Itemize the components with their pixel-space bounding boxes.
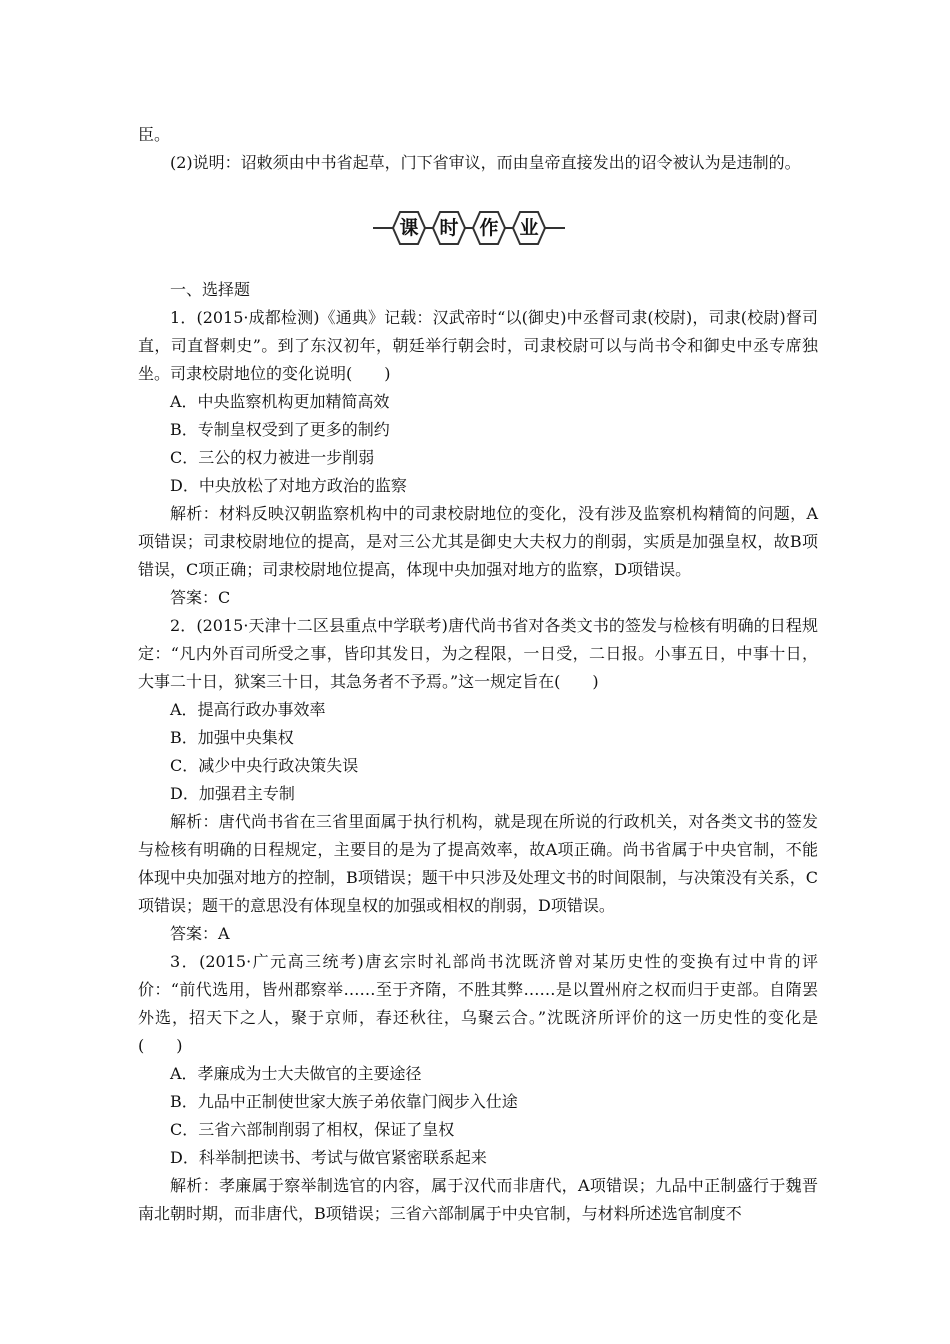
- question-3-analysis: 解析：孝廉属于察举制选官的内容，属于汉代而非唐代，A项错误；九品中正制盛行于魏晋南北朝时期，而非唐代，B项错误；三省六部制属于中央官制，与材料所述选官制度不: [138, 1176, 818, 1223]
- banner-char-4: 业: [511, 210, 547, 246]
- question-1-option-c: C．三公的权力被进一步削弱: [170, 448, 375, 467]
- exercise-block: [138, 276, 818, 1228]
- question-1-option-d: D．中央放松了对地方政治的监察: [170, 476, 407, 495]
- question-2-option-b: B．加强中央集权: [170, 728, 294, 747]
- intro-block: [138, 121, 818, 177]
- banner-char-3: 作: [471, 210, 507, 246]
- banner-char-2: 时: [431, 210, 467, 246]
- question-3-option-d: D．科举制把读书、考试与做官紧密联系起来: [170, 1148, 487, 1167]
- question-3-option-a: A．孝廉成为士大夫做官的主要途径: [170, 1064, 422, 1083]
- question-2-option-c: C．减少中央行政决策失误: [170, 756, 359, 775]
- question-1-option-b: B．专制皇权受到了更多的制约: [170, 420, 390, 439]
- question-2-analysis: 解析：唐代尚书省在三省里面属于执行机构，就是现在所说的行政机关，对各类文书的签发与检核有明确的日程规定，主要目的是为了提高效率，故A项正确。尚书省属于中央官制，不能体现中央加强对地方的控制，B项错误；题干中只涉及处理文书的时间限制，与决策没有关系，C项错误；题干的意思没有体现皇权的加强或相权的削弱，D项错误。: [138, 812, 819, 915]
- intro-note: (2)说明：诏敕须由中书省起草，门下省审议，而由皇帝直接发出的诏令被认为是违制的。: [170, 153, 801, 172]
- question-2-answer: 答案：A: [170, 924, 230, 943]
- question-1-analysis: 解析：材料反映汉朝监察机构中的司隶校尉地位的变化，没有涉及监察机构精简的问题，A项错误；司隶校尉地位的提高，是对三公尤其是御史大夫权力的削弱，实质是加强皇权，故B项错误，C项正确；司隶校尉地位提高，体现中央加强对地方的监察，D项错误。: [138, 504, 818, 579]
- section-title: 一、选择题: [170, 280, 251, 299]
- question-3-stem: 3．(2015·广元高三统考)唐玄宗时礼部尚书沈既济曾对某历史性的变换有过中肯的评价：“前代选用，皆州郡察举……至于齐隋，不胜其弊……是以置州府之权而归于吏部。自隋罢外选，招天下之人，聚于京师，春还秋往，乌聚云合。”沈既济所评价的这一历史性的变化是( ): [138, 952, 818, 1055]
- question-2-option-d: D．加强君主专制: [170, 784, 295, 803]
- question-2-stem: 2．(2015·天津十二区县重点中学联考)唐代尚书省对各类文书的签发与检核有明确的日程规定：“凡内外百司所受之事，皆印其发日，为之程限，一日受，二日报。小事五日，中事十日，大事二十日，狱案三十日，其急务者不予焉。”这一规定旨在( ): [138, 616, 818, 691]
- intro-line: 臣。: [138, 125, 171, 144]
- question-1-stem: 1．(2015·成都检测)《通典》记载：汉武帝时“以(御史)中丞督司隶(校尉)，司隶(校尉)督司直，司直督刺史”。到了东汉初年，朝廷举行朝会时，司隶校尉可以与尚书令和御史中丞专席独坐。司隶校尉地位的变化说明( ): [138, 308, 818, 383]
- question-3-option-c: C．三省六部制削弱了相权，保证了皇权: [170, 1120, 455, 1139]
- question-1-option-a: A．中央监察机构更加精简高效: [170, 392, 390, 411]
- question-3-option-b: B．九品中正制使世家大族子弟依靠门阀步入仕途: [170, 1092, 518, 1111]
- question-1-answer: 答案：C: [170, 588, 231, 607]
- banner-char-1: 课: [391, 210, 427, 246]
- section-banner: [373, 208, 565, 248]
- question-2-option-a: A．提高行政办事效率: [170, 700, 326, 719]
